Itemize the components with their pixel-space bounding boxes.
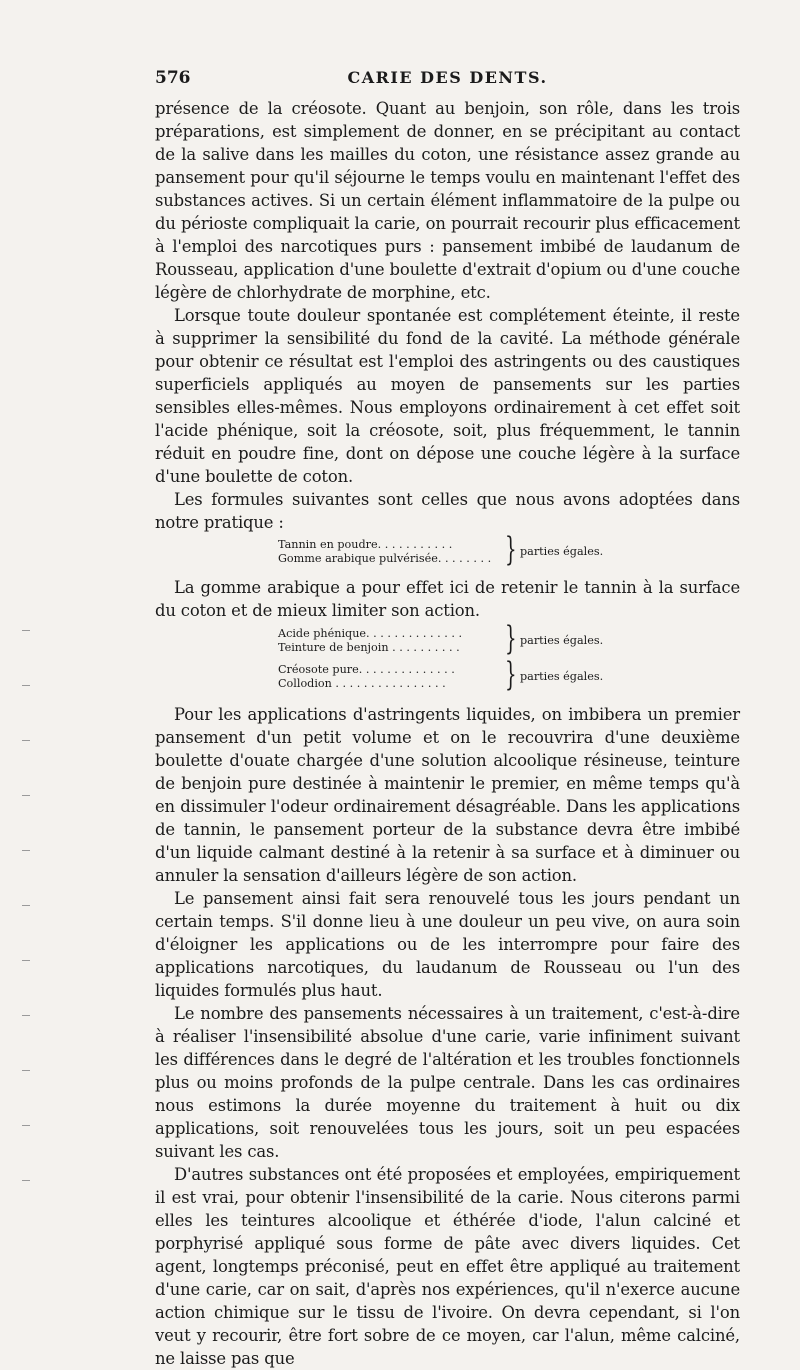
page-header [155,68,740,94]
page-number: 576 [155,68,191,88]
formula-line: Teinture de benjoin . . . . . . . . . . [278,640,460,654]
brace-glyph: } [505,654,517,693]
brace-glyph: } [505,618,517,657]
body-text [155,97,740,1370]
formula-line: Tannin en poudre. . . . . . . . . . . [278,538,453,551]
formula-tannin [155,529,740,568]
paragraph: Pour les applications d'astringents liquides, on imbibera un premier pansement d'un petit volume et on le recouvrira d'une deuxième boulette d'ouate chargée d'une solution alcoolique résineuse, teinture de benjoin pure destinée à maintenir le premier, en même temps qu'à en dissimuler l'odeur ordinairement désagréable. Dans les applications de tannin, le pansement porteur de la substance devra être imbibé d'un liquide calmant destiné à la retenir à sa surface et à diminuer ou annuler la sensation d'ailleurs légère de son action. [155,705,740,885]
formula-proportion: parties égales. [520,670,604,683]
formula-ingredients [278,627,462,654]
formula-proportion: parties égales. [520,545,604,558]
formula-line: Créosote pure. . . . . . . . . . . . . . [278,663,455,676]
paragraph-continued: présence de la créosote. Quant au benjoin, son rôle, dans les trois préparations, est simplement de donner, en se précipitant au contact de la salive dans les mailles du coton, une résistance assez grande au pansement pour qu'il séjourne le temps voulu en maintenant l'effet des substances actives. Si un certain élément inflammatoire de la pulpe ou du périoste compliquait la carie, on pourrait recourir plus efficacement à l'emploi des narcotiques purs : pansement imbibé de laudanum de Rousseau, application d'une boulette d'extrait d'opium ou d'une couche légère de chlorhydrate de morphine, etc. [155,99,740,302]
formula-phenic-acid [155,618,740,657]
formula-ingredients [278,538,491,565]
formula-ingredients [278,663,455,690]
paragraph: La gomme arabique a pour effet ici de retenir le tannin à la surface du coton et de mieux limiter son action. [155,578,740,620]
formula-proportion: parties égales. [520,634,604,647]
formula-line: Gomme arabique pulvérisée. . . . . . . . [278,551,492,565]
formula-line: Collodion . . . . . . . . . . . . . . . . [278,676,446,690]
formula-line: Acide phénique. . . . . . . . . . . . . . [278,627,463,640]
running-title: CARIE DES DENTS. [347,68,548,87]
scan-margin-marks [22,590,42,1200]
paragraph: Le pansement ainsi fait sera renouvelé tous les jours pendant un certain temps. S'il donne lieu à une douleur un peu vive, on aura soin d'éloigner les applications ou de les interrompre pour faire des applications narcotiques, du laudanum de Rousseau ou l'un des liquides formulés plus haut. [155,889,740,1000]
paragraph: Le nombre des pansements nécessaires à un traitement, c'est-à-dire à réaliser l'insensibilité absolue d'une carie, varie infiniment suivant les différences dans le degré de l'altération et les troubles fonctionnels plus ou moins profonds de la pulpe centrale. Dans les cas ordinaires nous estimons la durée moyenne du traitement à huit ou dix applications, soit renouvelées tous les jours, soit un peu espacées suivant les cas. [155,1004,740,1161]
brace-glyph: } [505,529,517,568]
paragraph: Les formules suivantes sont celles que nous avons adoptées dans notre pratique : [155,490,740,532]
paragraph: D'autres substances ont été proposées et employées, empiriquement il est vrai, pour obtenir l'insensibilité de la carie. Nous citerons parmi elles les teintures alcoolique et éthérée d'iode, l'alun calciné et porphyrisé appliqué sous forme de pâte avec divers liquides. Cet agent, longtemps préconisé, peut en effet être appliqué au traitement d'une carie, car on sait, d'après nos expériences, qu'il n'exerce aucune action chimique sur le tissu de l'ivoire. On devra cependant, si l'on veut y recourir, être fort sobre de ce moyen, car l'alun, même calciné, ne laisse pas que [155,1165,740,1368]
formula-creosote [155,654,740,693]
paragraph: Lorsque toute douleur spontanée est complétement éteinte, il reste à supprimer la sensibilité du fond de la cavité. La méthode générale pour obtenir ce résultat est l'emploi des astringents ou des caustiques superficiels appliqués au moyen de pansements sur les parties sensibles elles-mêmes. Nous employons ordinairement à cet effet soit l'acide phénique, soit la créosote, soit, plus fréquemment, le tannin réduit en poudre fine, dont on dépose une couche légère à la surface d'une boulette de coton. [155,306,740,486]
